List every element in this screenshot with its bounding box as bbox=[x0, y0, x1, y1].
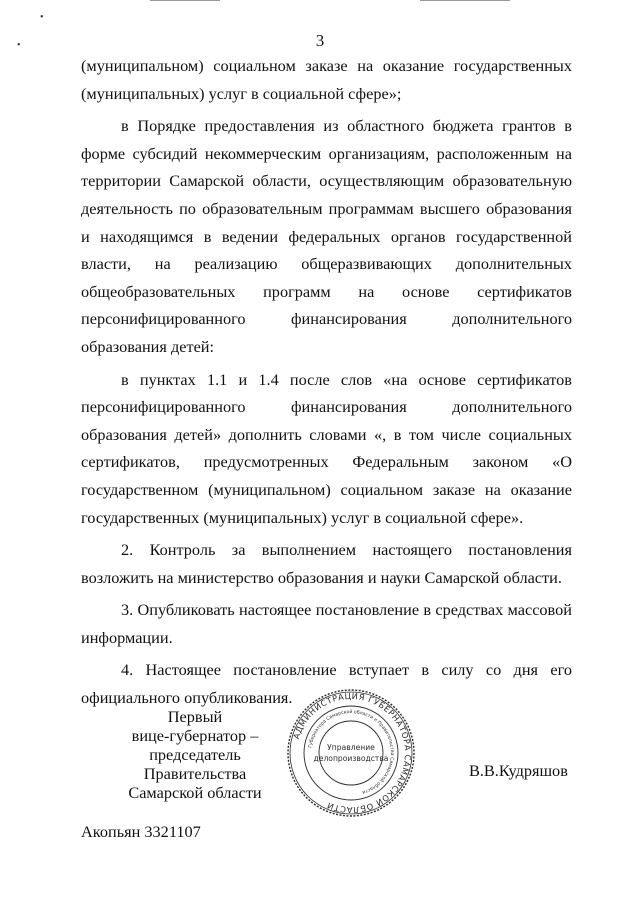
stamp-center-line-1: Управление bbox=[327, 743, 375, 752]
executor-info: Акопьян 3321107 bbox=[81, 822, 201, 841]
paragraph: в Порядке предоставления из областного бюджета грантов в форме субсидий некоммерческим организациям, расположенным на территории Самарской области, осуществляющим образовательную деятельность по образовательным программам высшего образования и находящимся в ведении федеральных органов государственной власти, на реализацию общеразвивающих дополнительных общеобразовательных программ на основе сертификатов персонифицированного финансирования дополнительного образования детей: bbox=[81, 116, 572, 356]
margin-mark: • bbox=[17, 40, 21, 51]
signer-title-line: председатель Правительства bbox=[143, 745, 247, 783]
top-edge-line-left bbox=[150, 0, 220, 1]
signer-title-line: Самарской области bbox=[128, 783, 262, 802]
official-stamp bbox=[286, 688, 416, 818]
stamp-outer-text: АДМИНИСТРАЦИЯ ГУБЕРНАТОРА САМАРСКОЙ ОБЛАСТИ bbox=[290, 690, 414, 816]
paragraph: 3. Опубликовать настоящее постановление в средствах массовой информации. bbox=[81, 600, 572, 647]
paragraph: в пунктах 1.1 и 1.4 после слов «на основе сертификатов персонифицированного финансирования дополнительного образования детей» дополнить словами «, в том числе социальных сертификатов, предусмотренных Федеральным законом «О государственном (муниципальном) социальном заказе на оказание государственных (муниципальных) услуг в социальной сфере». bbox=[81, 369, 572, 527]
page-number: 3 bbox=[315, 31, 325, 50]
top-edge-line-right bbox=[420, 0, 510, 1]
signer-title-line: Первый bbox=[167, 707, 223, 726]
signer-title-line: вице-губернатор – bbox=[131, 726, 259, 745]
signer-title bbox=[110, 707, 280, 802]
stamp-seal-graphic bbox=[286, 688, 416, 818]
stamp-inner-text: Губернатора Самарской области и Правительства Самарской области bbox=[308, 709, 395, 795]
paragraph-continuation: (муниципальном) социальном заказе на оказание государственных (муниципальных) услуг в социальной сфере»; bbox=[81, 56, 572, 103]
stamp-center-line-2: делопроизводства bbox=[313, 754, 389, 763]
paragraph: 2. Контроль за выполнением настоящего постановления возложить на министерство образования и науки Самарской области. bbox=[81, 540, 572, 587]
document-body bbox=[81, 52, 572, 717]
signer-name: В.В.Кудряшов bbox=[469, 761, 568, 780]
paragraph: 4. Настоящее постановление вступает в силу со дня его официального опубликования. bbox=[81, 660, 572, 708]
margin-mark: • bbox=[40, 12, 44, 23]
